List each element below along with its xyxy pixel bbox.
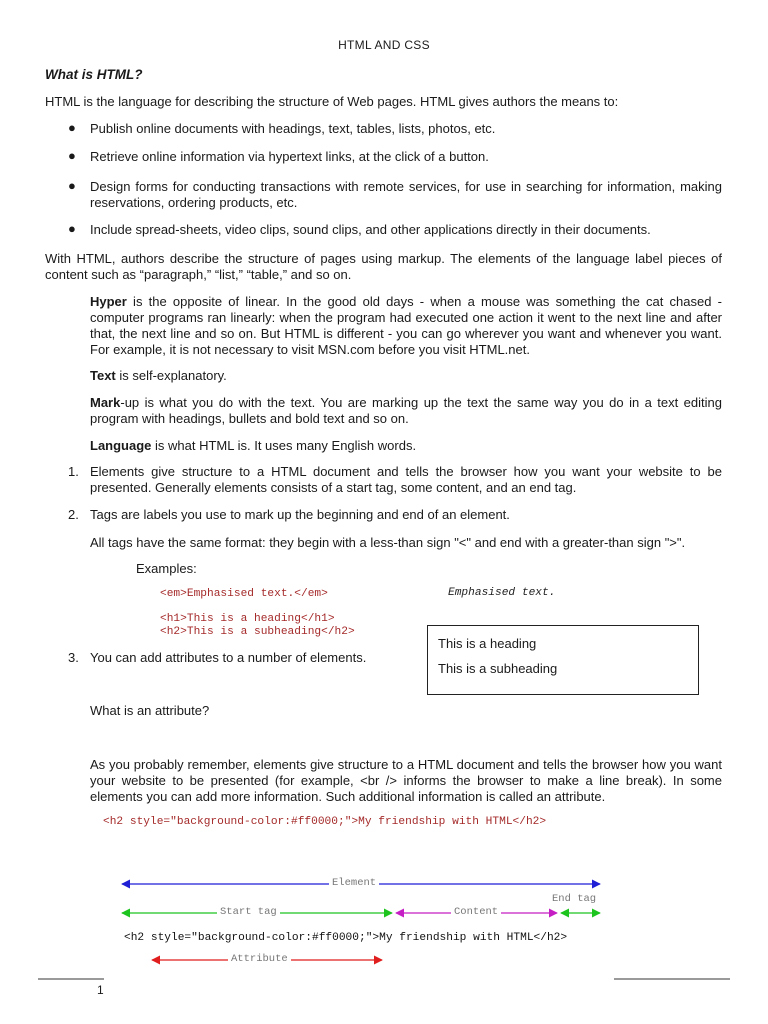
language-text: is what HTML is. It uses many English words. bbox=[151, 438, 417, 453]
end-tag-label: End tag bbox=[552, 893, 597, 905]
element-label: Element bbox=[329, 877, 379, 889]
rendered-em: Emphasised text. bbox=[448, 587, 556, 599]
tags-format-paragraph: All tags have the same format: they begin with a less-than sign "<" and end with a greater-than sign ">". bbox=[90, 535, 686, 550]
code-em: <em>Emphasised text.</em> bbox=[160, 588, 328, 600]
bullet-icon: ● bbox=[68, 221, 76, 236]
mark-term: Mark bbox=[90, 395, 121, 410]
rendered-subheading: This is a subheading bbox=[438, 661, 558, 676]
bullet-item: Publish online documents with headings, text, tables, lists, photos, etc. bbox=[90, 121, 496, 136]
page-number: 1 bbox=[97, 983, 104, 997]
code-h2: <h2>This is a subheading</h2> bbox=[160, 626, 355, 638]
text-text: is self-explanatory. bbox=[115, 368, 227, 383]
bullet-icon: ● bbox=[68, 120, 76, 135]
content-label: Content bbox=[451, 906, 501, 918]
list-number: 2. bbox=[68, 507, 79, 522]
document-title: HTML AND CSS bbox=[338, 38, 430, 52]
hyper-term: Hyper bbox=[90, 294, 127, 309]
mark-text: -up is what you do with the text. You are marking up the text the same way you do in a text editing program with headings, bullets and bold text and so on. bbox=[90, 395, 722, 426]
start-tag-label: Start tag bbox=[217, 906, 280, 918]
text-term: Text bbox=[90, 368, 116, 383]
section-heading: What is HTML? bbox=[45, 67, 143, 82]
footer-rule-right bbox=[614, 978, 730, 980]
attribute-question: What is an attribute? bbox=[90, 703, 210, 718]
attribute-label: Attribute bbox=[228, 953, 291, 965]
list-item: Tags are labels you use to mark up the beginning and end of an element. bbox=[90, 507, 510, 522]
markup-paragraph: With HTML, authors describe the structure of pages using markup. The elements of the language label pieces of content such as “paragraph,” “list,” “table,” and so on. bbox=[45, 251, 722, 282]
intro-paragraph: HTML is the language for describing the structure of Web pages. HTML gives authors the means to: bbox=[45, 94, 619, 109]
bullet-icon: ● bbox=[68, 178, 76, 193]
code-h1: <h1>This is a heading</h1> bbox=[160, 613, 335, 625]
bullet-item: Design forms for conducting transactions with remote services, for use in searching for information, making reservations, ordering products, etc. bbox=[90, 179, 722, 210]
bullet-item: Include spread-sheets, video clips, sound clips, and other applications directly in their documents. bbox=[90, 222, 651, 237]
code-attribute-example: <h2 style="background-color:#ff0000;">My friendship with HTML</h2> bbox=[103, 816, 547, 828]
text-paragraph bbox=[90, 368, 722, 384]
bullet-icon: ● bbox=[68, 148, 76, 163]
hyper-paragraph bbox=[90, 294, 722, 358]
language-term: Language bbox=[90, 438, 152, 453]
language-paragraph bbox=[90, 438, 722, 454]
list-number: 1. bbox=[68, 464, 79, 479]
examples-label: Examples: bbox=[136, 561, 197, 576]
bullet-item: Retrieve online information via hypertext links, at the click of a button. bbox=[90, 149, 489, 164]
element-anatomy-diagram bbox=[0, 860, 768, 980]
hyper-text: is the opposite of linear. In the good old days - when a mouse was something the cat chased - computer programs ran linearly: when the program had executed one action it went to the next line and after that, the next line and so on. But HTML is different - you can go wherever you want and whenever you want. For example, it is not necessary to visit MSN.com before you visit HTML.net. bbox=[90, 294, 722, 357]
attribute-paragraph: As you probably remember, elements give structure to a HTML document and tells the browser how you want your website to be presented (for example, <br /> informs the browser to make a line break). In some elements you can add more information. Such additional information is called an attribute. bbox=[90, 757, 722, 804]
list-number: 3. bbox=[68, 650, 79, 665]
diagram-code-line: <h2 style="background-color:#ff0000;">My friendship with HTML</h2> bbox=[124, 932, 568, 944]
rendered-heading: This is a heading bbox=[438, 636, 537, 651]
markup-term-paragraph bbox=[90, 395, 722, 427]
rendered-example-box bbox=[427, 625, 699, 695]
footer-rule-left bbox=[38, 978, 104, 980]
list-item: You can add attributes to a number of elements. bbox=[90, 650, 367, 665]
list-item: Elements give structure to a HTML document and tells the browser how you want your website to be presented. Generally elements consists of a start tag, some content, and an end tag. bbox=[90, 464, 722, 495]
